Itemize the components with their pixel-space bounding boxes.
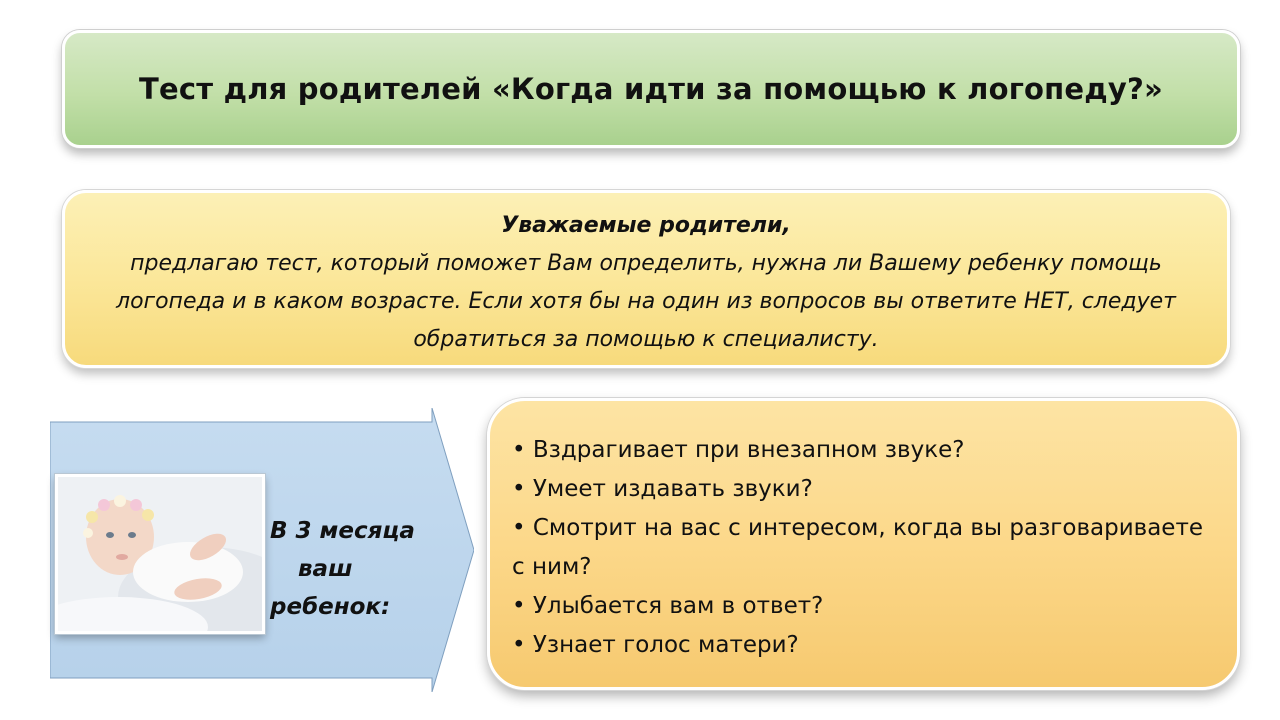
baby-image [58, 477, 262, 631]
age-label-line-1: В 3 месяца [270, 518, 415, 544]
title-box [62, 30, 1240, 148]
questions-box [487, 398, 1240, 690]
age-label [270, 512, 430, 626]
question-item: • Вздрагивает при внезапном звуке? [512, 437, 965, 463]
baby-photo [55, 474, 265, 634]
intro-box [62, 190, 1230, 368]
question-item: • Узнает голос матери? [512, 632, 799, 658]
intro-greeting: Уважаемые родители, [501, 213, 791, 238]
questions-list [512, 431, 1217, 665]
question-item: • Улыбается вам в ответ? [512, 593, 824, 619]
question-item: • Умеет издавать звуки? [512, 476, 813, 502]
age-label-line-3: ребенок: [270, 594, 391, 620]
slide-title: Тест для родителей «Когда идти за помощью к логопеду?» [139, 72, 1163, 106]
age-label-line-2: ваш [298, 556, 353, 582]
question-item: • Смотрит на вас с интересом, когда вы разговариваете с ним? [512, 515, 1203, 580]
intro-body: предлагаю тест, который поможет Вам определить, нужна ли Вашему ребенку помощь логопеда и в каком возрасте. Если хотя бы на один из вопросов вы ответите НЕТ, следует обратиться за помощью к специалисту. [116, 251, 1176, 352]
